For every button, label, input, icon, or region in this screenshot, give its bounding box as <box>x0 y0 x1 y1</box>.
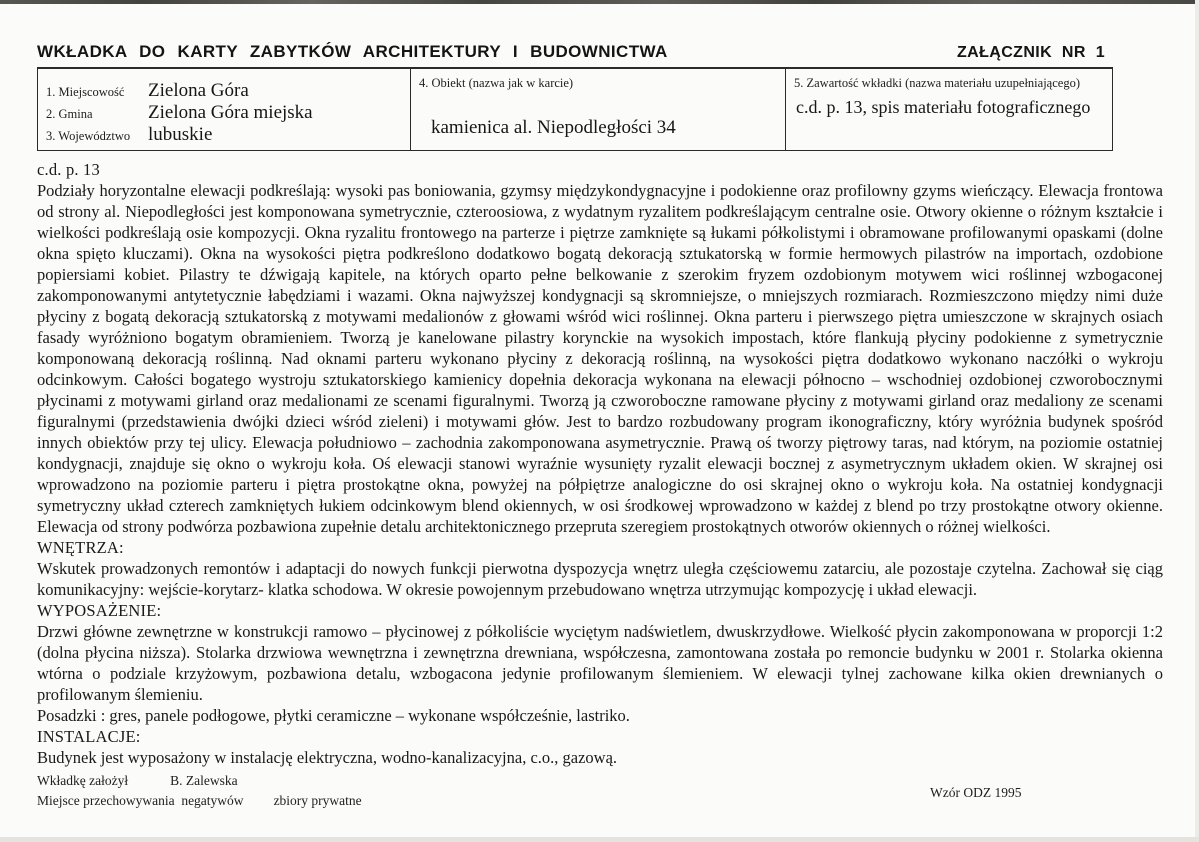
field-value: kamienica al. Niepodległości 34 <box>431 117 676 138</box>
annex-label: ZAŁĄCZNIK NR 1 <box>956 44 1105 61</box>
scanner-edge-artifact-bottom <box>0 837 1199 842</box>
field-label: 2. Gmina <box>46 107 93 121</box>
paragraph-elevation-description: Podziały horyzontalne elewacji podkreślają: wysoki pas boniowania, gzymsy międzykondygnacyjne i podokienne oraz profilowny gzyms wieńczący. Elewacja frontowa od strony al. Niepodległości jest komponowana symetrycznie, czteroosiowa, z wydatnym ryzalitem podkreślającym centralne osie. Otwory okienne o różnym kształcie i wielkości podkreślają osie kompozycji. Okna ryzalitu frontowego na parterze i piętrze zamknięte są łukami półkolistymi i obramowane profilowanymi opaskami (dolne okna spięto kluczami). Okna na wysokości piętra podkreślono dodatkowo bogatą dekoracją sztukatorską w formie hermowych pilastrów na importach, ozdobione popiersiami kobiet. Pilastry te dźwigają kapitele, na których oparto pełne belkowanie z szerokim fryzem ozdobionym motywem wici roślinnej wzbogaconej zakomponowanymi antytetycznie łabędziami i wazami. Okna najwyższej kondygnacji są skromniejsze, o mniejszych rozmiarach. Rozmieszczono między nimi duże płyciny z bogatą dekoracją sztukatorską z motywami medalionów z głowami wśród wici roślinnej. Okna parteru i pierwszego piętra umieszczone w skrajnych osiach fasady wyróżniono bogatym obramieniem. Tworzą je kanelowane pilastry korynckie na wysokich impostach, które flankują płyciny podokienne z symetrycznie komponowaną dekoracją roślinną. Nad oknami parteru wykonano płyciny z dekoracją roślinną, na wysokości piętra dodatkowo wykonano naczółki o wykroju odcinkowym. Całości bogatego wystroju sztukatorskiego kamienicy dopełnia dekoracja wykonana na elewacji północno – wschodniej ozdobionej czworobocznymi płycinami z motywami girland oraz medalionami ze scenami figuralnymi. Tworzą ją czworoboczne ramowane płyciny z motywami girland oraz medaliony ze scenami figuralnymi (przedstawienia dwójki dzieci wśród zieleni) i motywami głów. Jest to bardzo rozbudowany program ikonograficzny, który wyróżnia budynek spośród innych obiektów przy tej ulicy. Elewacja południowo – zachodnia zakomponowana asymetrycznie. Prawą oś tworzy piętrowy taras, nad którym, na poziomie ostatniej kondygnacji, znajduje się okno o wykroju koła. Oś elewacji stanowi wyraźnie wysunięty ryzalit elewacji bocznej z asymetrycznym układem okien. W skrajnej osi wprowadzono na poziomie parteru i piętra prostokątne okna, powyżej na półpiętrze analogiczne do osi skrajnej okno o wykroju koła. Na ostatniej kondygnacji symetryczny układ czterech zamkniętych łukiem odcinkowym blend okiennych, w osi środkowej wprowadzono w każdej z blend po trzy prostokątne otwory okienne. Elewacja od strony podwórza pozbawiona zupełnie detalu architektonicznego przepruta szeregiem prostokątnych otworów okiennych o różnej wielkości. <box>37 181 1163 536</box>
section-heading-wyposazenie: WYPOSAŻENIE: <box>37 601 162 620</box>
field-value: lubuskie <box>148 124 213 145</box>
scanner-edge-artifact-top <box>0 0 1199 4</box>
document-header <box>37 42 1113 69</box>
paragraph-interiors: Wskutek prowadzonych remontów i adaptacji do nowych funkcji pierwotna dyspozycja wnętrz uległa częściowemu zatarciu, ale pozostaje czytelna. Zachował się ciąg komunikacyjny: wejście-korytarz- klatka schodowa. W okresie powojennym przebudowano wnętrza utrzymując kompozycję i układ elewacji. <box>37 559 1163 599</box>
field-label: 3. Województwo <box>46 129 131 143</box>
object-field-cell <box>411 69 786 150</box>
form-table <box>37 69 1113 151</box>
form-version-label: Wzór ODZ 1995 <box>930 785 1022 800</box>
field-value: Zielona Góra <box>148 80 249 101</box>
storage-value: zbiory prywatne <box>273 793 362 808</box>
document <box>37 42 1163 809</box>
field-label: 1. Miejscowość <box>46 85 125 99</box>
storage-label: Miejsce przechowywania negatywów <box>37 793 244 808</box>
paragraph-installations: Budynek jest wyposażony w instalację elektryczna, wodno-kanalizacyjna, c.o., gazową. <box>37 748 618 767</box>
field-value: c.d. p. 13, spis materiału fotograficznego <box>796 97 1091 117</box>
continuation-note: c.d. p. 13 <box>37 160 100 179</box>
section-heading-wnetrza: WNĘTRZA: <box>37 538 124 557</box>
author-value: B. Zalewska <box>170 773 238 788</box>
field-row-miejscowosc <box>46 80 402 102</box>
document-footer <box>37 773 1163 809</box>
field-value: Zielona Góra miejska <box>148 102 313 123</box>
paragraph-floors: Posadzki : gres, panele podłogowe, płytki ceramiczne – wykonane współcześnie, lastriko. <box>37 706 630 725</box>
field-row-gmina <box>46 102 402 124</box>
document-title: WKŁADKA DO KARTY ZABYTKÓW ARCHITEKTURY I BUDOWNICTWA <box>37 42 668 61</box>
section-heading-instalacje: INSTALACJE: <box>37 727 141 746</box>
field-label: 5. Zawartość wkładki (nazwa materiału uzupełniającego) <box>794 76 1080 90</box>
paragraph-furnishings: Drzwi główne zewnętrzne w konstrukcji ramowo – płycinowej z półkoliście wyciętym nadświetlem, dwuskrzydłowe. Wielkość płycin zakomponowana w proporcji 1:2 (dolna płycina niższa). Stolarka drzwiowa wewnętrzna i zewnętrzna drewniana, współczesna, zamontowana została po remoncie budynku w 2001 r. Stolarka okienna wtórna o podziale krzyżowym, pozbawiona detalu, wzbogacona jedynie profilowanym ślemieniem. W elewacji tylnej zachowane kilka okien drewnianych o profilowanym ślemieniu. <box>37 622 1163 704</box>
location-fields-cell <box>38 69 411 150</box>
field-row-wojewodztwo <box>46 124 402 146</box>
body-text <box>37 159 1163 768</box>
author-label: Wkładkę założył <box>37 773 129 788</box>
contents-field-cell <box>786 69 1112 150</box>
field-label: 4. Obiekt (nazwa jak w karcie) <box>419 76 574 90</box>
scanner-edge-artifact-right <box>1195 0 1199 842</box>
